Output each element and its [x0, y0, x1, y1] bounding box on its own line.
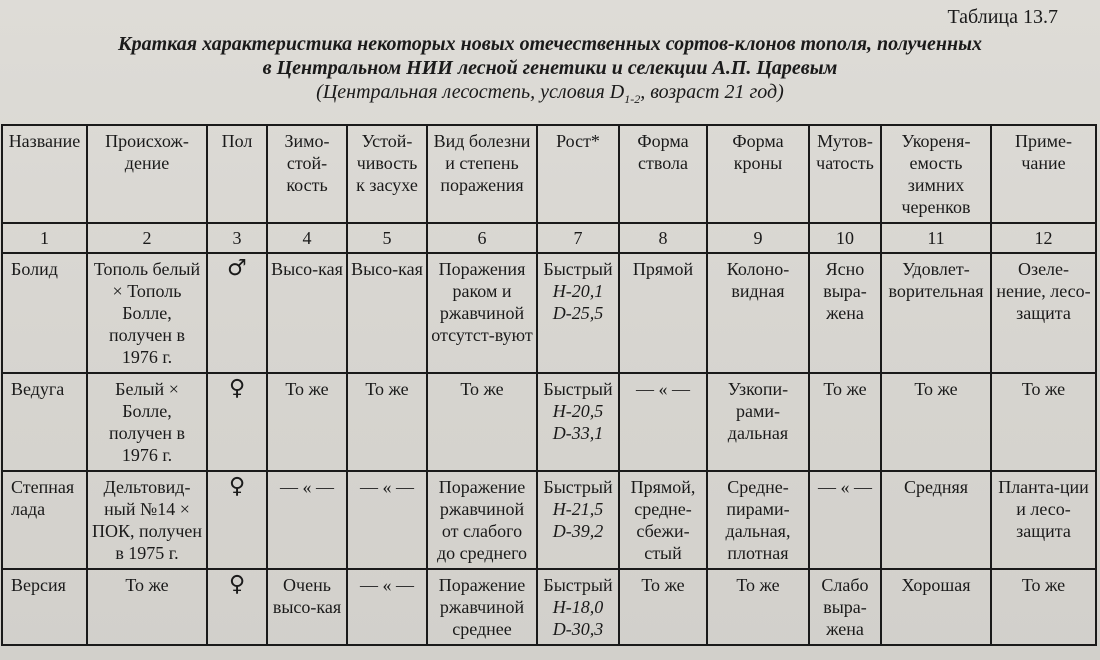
- column-header: Вид болезни и степень поражения: [427, 125, 537, 223]
- cell-growth: Быстрый Н-20,1 D-25,5: [537, 253, 619, 373]
- cell-note: Озеле-нение, лесо-защита: [991, 253, 1096, 373]
- column-number: 5: [347, 223, 427, 253]
- header-row: [2, 125, 1096, 223]
- table-row: [2, 569, 1096, 645]
- caption-line-3: (Центральная лесостепь, условия $D_{1-2}$, возраст 21 год): [316, 81, 784, 106]
- cell-winter-hardiness: То же: [267, 373, 347, 471]
- column-number: 7: [537, 223, 619, 253]
- column-header: Приме-чание: [991, 125, 1096, 223]
- column-header: Название: [2, 125, 87, 223]
- cell-note: То же: [991, 373, 1096, 471]
- cell-name: Ведуга: [2, 373, 87, 471]
- cell-origin: Дельтовид-ный №14 × ПОК, получен в 1975 г.: [87, 471, 207, 569]
- cell-disease: Поражение ржавчиной среднее: [427, 569, 537, 645]
- cell-crown-form: Колоно-видная: [707, 253, 809, 373]
- cell-rooting: Удовлет-ворительная: [881, 253, 991, 373]
- table-row: [2, 471, 1096, 569]
- column-number: 4: [267, 223, 347, 253]
- cell-origin: Тополь белый × Тополь Болле, получен в 1976 г.: [87, 253, 207, 373]
- cell-winter-hardiness: — « —: [267, 471, 347, 569]
- cell-whorl: То же: [809, 373, 881, 471]
- cell-growth: Быстрый Н-20,5 D-33,1: [537, 373, 619, 471]
- cell-note: Планта-ции и лесо-защита: [991, 471, 1096, 569]
- cell-disease: То же: [427, 373, 537, 471]
- column-number: 12: [991, 223, 1096, 253]
- cell-trunk-form: Прямой: [619, 253, 707, 373]
- cell-note: То же: [991, 569, 1096, 645]
- column-header: Зимо-стой-кость: [267, 125, 347, 223]
- cell-rooting: Средняя: [881, 471, 991, 569]
- cell-drought-resistance: — « —: [347, 471, 427, 569]
- cell-crown-form: Средне-пирами-дальная, плотная: [707, 471, 809, 569]
- table-row: [2, 373, 1096, 471]
- column-number: 2: [87, 223, 207, 253]
- female-symbol-icon: ♀: [207, 471, 267, 569]
- column-header: Укореня-емость зимних черенков: [881, 125, 991, 223]
- cell-disease: Поражение ржавчиной от слабого до среднего: [427, 471, 537, 569]
- cell-disease: Поражения раком и ржавчиной отсутст-вуют: [427, 253, 537, 373]
- cell-rooting: Хорошая: [881, 569, 991, 645]
- cell-whorl: Ясно выра-жена: [809, 253, 881, 373]
- column-header: Происхож-дение: [87, 125, 207, 223]
- cell-crown-form: Узкопи-рами-дальная: [707, 373, 809, 471]
- cell-drought-resistance: — « —: [347, 569, 427, 645]
- cell-whorl: — « —: [809, 471, 881, 569]
- column-header: Рост*: [537, 125, 619, 223]
- column-header: Пол: [207, 125, 267, 223]
- female-symbol-icon: ♀: [207, 569, 267, 645]
- column-number: 6: [427, 223, 537, 253]
- cell-whorl: Слабо выра-жена: [809, 569, 881, 645]
- cell-crown-form: То же: [707, 569, 809, 645]
- column-header: Форма ствола: [619, 125, 707, 223]
- cell-growth: Быстрый Н-18,0 D-30,3: [537, 569, 619, 645]
- column-number: 11: [881, 223, 991, 253]
- cell-drought-resistance: Высо-кая: [347, 253, 427, 373]
- cell-trunk-form: — « —: [619, 373, 707, 471]
- cell-growth: Быстрый Н-21,5 D-39,2: [537, 471, 619, 569]
- female-symbol-icon: ♀: [207, 373, 267, 471]
- column-header: Форма кроны: [707, 125, 809, 223]
- cell-drought-resistance: То же: [347, 373, 427, 471]
- table-number: Таблица 13.7: [947, 6, 1058, 28]
- cell-name: Болид: [2, 253, 87, 373]
- column-number-row: [2, 223, 1096, 253]
- cell-name: Версия: [2, 569, 87, 645]
- column-header: Мутов-чатость: [809, 125, 881, 223]
- cell-trunk-form: Прямой, средне-сбежи-стый: [619, 471, 707, 569]
- column-number: 8: [619, 223, 707, 253]
- column-header: Устой-чивость к засухе: [347, 125, 427, 223]
- cell-winter-hardiness: Высо-кая: [267, 253, 347, 373]
- cell-rooting: То же: [881, 373, 991, 471]
- cell-trunk-form: То же: [619, 569, 707, 645]
- column-number: 3: [207, 223, 267, 253]
- cell-name: Степная лада: [2, 471, 87, 569]
- caption-line-2: в Центральном НИИ лесной генетики и селекции А.П. Царевым: [262, 57, 838, 79]
- column-number: 9: [707, 223, 809, 253]
- data-table: [1, 124, 1097, 646]
- cell-origin: Белый × Болле, получен в 1976 г.: [87, 373, 207, 471]
- column-number: 1: [2, 223, 87, 253]
- table-row: [2, 253, 1096, 373]
- male-symbol-icon: ♂: [207, 253, 267, 373]
- caption-line-1: Краткая характеристика некоторых новых отечественных сортов-клонов тополя, полученных: [118, 33, 982, 55]
- table-caption: [0, 32, 1100, 111]
- cell-winter-hardiness: Очень высо-кая: [267, 569, 347, 645]
- column-number: 10: [809, 223, 881, 253]
- cell-origin: То же: [87, 569, 207, 645]
